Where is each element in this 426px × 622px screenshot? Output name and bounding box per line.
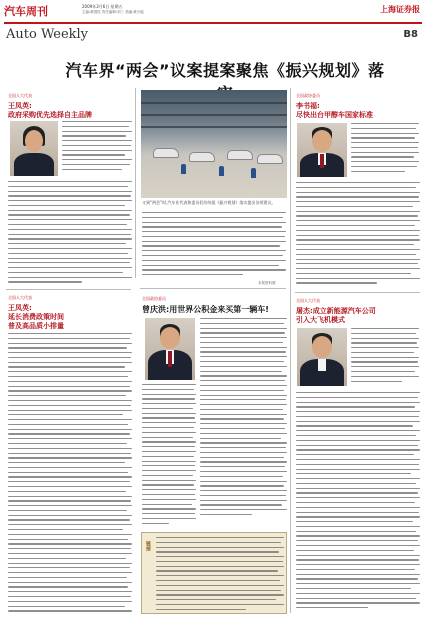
story-title: 曾庆洪:用世界公积金来买第一辆车! (142, 305, 269, 314)
story-person-name: 李书福: (296, 102, 320, 110)
story-title: 引入大飞机模式 (296, 316, 345, 324)
story-body (8, 333, 132, 615)
link-sidebar-box (141, 532, 287, 614)
factory-worker (219, 166, 224, 176)
story-kicker: 全国政协委员 (142, 296, 166, 301)
page-number: B8 (403, 29, 418, 40)
portrait-face (25, 130, 43, 152)
row-divider-left (6, 289, 131, 290)
column-divider-left (135, 88, 136, 278)
story-person-name: 王凤英: (8, 102, 32, 110)
car-body-on-line (257, 154, 283, 164)
portrait-shirt (318, 359, 326, 371)
story-body (142, 384, 196, 528)
car-body-on-line (189, 152, 215, 162)
sidebar-body (156, 537, 284, 611)
masthead-rule (4, 22, 422, 24)
photo-caption: 又到“两会”时,汽车业代表和委员们纷纷就《振兴规划》落实提出各项建议。 (142, 200, 276, 205)
story-body (8, 181, 132, 285)
factory-worker (181, 164, 186, 174)
story-kicker: 全国政协委员 (296, 93, 320, 98)
portrait-face (160, 327, 180, 349)
story-body-right-of-photo (62, 121, 132, 177)
column-divider-right (290, 88, 291, 613)
portrait-li-shufu (297, 123, 347, 177)
story-title: 延长消费政策时间 (8, 313, 64, 321)
factory-assembly-line-photo (141, 90, 287, 198)
portrait-tie (320, 154, 324, 168)
story-title: 普及高品质小排量 (8, 322, 64, 330)
newspaper-section-title: 汽车周刊 (4, 5, 48, 18)
editor-credits: 主编:黄国柱 责任编辑:刘三 美编:黄小陆 (82, 10, 144, 14)
page-headline: 汽车界“两会”议案提案聚焦《振兴规划》落 (65, 61, 385, 80)
portrait-tie (168, 351, 172, 367)
story-body-right-of-photo (351, 328, 419, 388)
factory-ceiling-beam (141, 126, 287, 128)
story-body (296, 182, 420, 288)
newspaper-logo: 上海证券报 (380, 4, 420, 14)
story-body-right-of-photo (351, 123, 419, 179)
row-divider-center (140, 288, 286, 289)
portrait-wang-fengying (10, 121, 58, 176)
photo-credit: 本报资料图 (258, 281, 276, 285)
car-body-on-line (227, 150, 253, 160)
factory-ceiling-beam (141, 114, 287, 116)
factory-worker (251, 168, 256, 178)
car-body-on-line (153, 148, 179, 158)
story-kicker: 全国人大代表 (8, 295, 32, 300)
story-person-name: 王凤英: (8, 304, 32, 312)
story-body (200, 318, 287, 528)
center-lead-paragraph (142, 212, 286, 280)
masthead (4, 3, 422, 21)
story-title: 政府采购优先选择自主品牌 (8, 111, 92, 119)
story-body (296, 392, 420, 614)
section-name: Auto Weekly (6, 27, 89, 42)
portrait-face (312, 336, 332, 358)
story-title: 尽快出台甲醇车国家标准 (296, 111, 373, 119)
portrait-tu-jie (297, 328, 347, 386)
issue-date: 2009年3月6日 星期五 (82, 4, 123, 9)
story-kicker: 全国人大代表 (8, 93, 32, 98)
factory-ceiling-beam (141, 102, 287, 104)
story-title: 屠杰:成立新能源汽车公司 (296, 307, 376, 315)
portrait-body (14, 153, 54, 176)
row-divider-right (295, 292, 420, 293)
story-kicker: 全国人大代表 (296, 298, 320, 303)
portrait-zeng-qinghong (145, 318, 195, 380)
sidebar-tag: 链接 (145, 541, 151, 551)
portrait-face (312, 130, 332, 152)
